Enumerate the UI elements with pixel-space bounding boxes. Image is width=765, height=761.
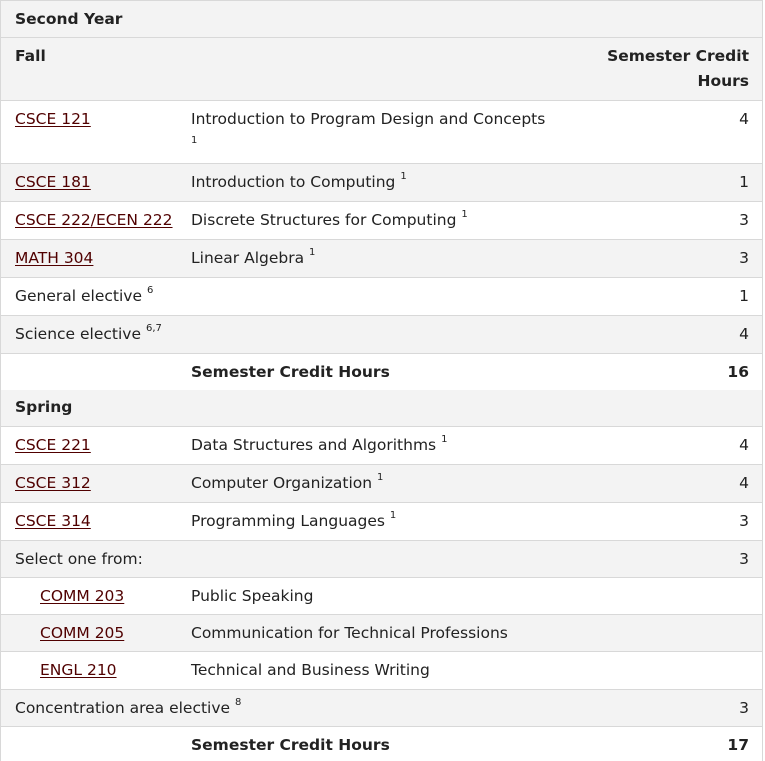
table-row — [1, 690, 762, 727]
course-title: Computer Organization $^1$ — [191, 471, 384, 492]
course-hours: 3 — [739, 550, 749, 568]
footnote-marker: 1 — [461, 208, 468, 220]
table-row — [1, 541, 762, 578]
spring-label: Spring — [15, 398, 73, 416]
course-title: Communication for Technical Professions — [191, 624, 508, 642]
footnote-marker: 1 — [309, 246, 316, 258]
footnote-marker: 1 — [377, 471, 384, 483]
spring-total-row — [1, 727, 762, 761]
table-row — [1, 278, 762, 316]
course-title: Linear Algebra $^1$ — [191, 246, 316, 267]
footnote-marker: 6 — [146, 284, 154, 296]
table-row — [1, 164, 762, 202]
footnote-marker: 1 — [400, 170, 407, 182]
course-link-csce-121[interactable]: CSCE 121 — [15, 110, 91, 128]
course-hours: 3 — [739, 512, 749, 530]
elective-label: General elective $^6$ — [15, 284, 154, 305]
table-row — [1, 578, 762, 615]
course-hours: 1 — [739, 173, 749, 191]
course-link-csce-181[interactable]: CSCE 181 — [15, 173, 91, 191]
fall-total-row — [1, 354, 762, 390]
elective-label: Science elective $^{6,7}$ — [15, 322, 162, 343]
course-link-csce-314[interactable]: CSCE 314 — [15, 512, 91, 530]
course-link-engl-210[interactable]: ENGL 210 — [40, 661, 117, 679]
course-hours: 4 — [739, 436, 749, 454]
course-hours: 3 — [739, 211, 749, 229]
year-header-row — [1, 0, 762, 38]
course-hours: 4 — [739, 474, 749, 492]
total-hours: 16 — [727, 363, 749, 381]
course-hours: 1 — [739, 287, 749, 305]
table-row — [1, 465, 762, 503]
footnote-marker: 1 — [389, 509, 397, 521]
course-title: Introduction to Program Design and Concepts — [191, 110, 546, 128]
course-title: Programming Languages $^1$ — [191, 509, 397, 530]
table-row — [1, 503, 762, 541]
course-title: Data Structures and Algorithms $^1$ — [191, 433, 448, 454]
footnote-marker: 1 — [441, 433, 448, 445]
table-row — [1, 652, 762, 690]
course-link-csce-312[interactable]: CSCE 312 — [15, 474, 91, 492]
table-row — [1, 316, 762, 354]
course-link-csce-222[interactable]: CSCE 222/ECEN 222 — [15, 211, 173, 229]
table-row — [1, 427, 762, 465]
credit-hours-header: Semester Credit Hours — [607, 47, 749, 90]
course-hours: 4 — [739, 325, 749, 343]
course-title: Discrete Structures for Computing $^1$ — [191, 208, 468, 229]
total-label: Semester Credit Hours — [191, 363, 390, 381]
footnote-marker: 8 — [235, 696, 242, 708]
select-one-label: Select one from: — [15, 550, 143, 568]
fall-header-row — [1, 38, 762, 101]
table-row — [1, 101, 762, 164]
course-hours: 4 — [739, 110, 749, 128]
course-link-csce-221[interactable]: CSCE 221 — [15, 436, 91, 454]
course-hours: 3 — [739, 699, 749, 717]
course-link-comm-205[interactable]: COMM 205 — [40, 624, 125, 642]
elective-label: Concentration area elective $^8$ — [15, 696, 242, 717]
course-link-comm-203[interactable]: COMM 203 — [40, 587, 125, 605]
spring-header-row — [1, 390, 762, 427]
table-row — [1, 202, 762, 240]
course-title: Technical and Business Writing — [191, 661, 430, 679]
course-hours: 3 — [739, 249, 749, 267]
total-label: Semester Credit Hours — [191, 736, 390, 754]
year-header: Second Year — [15, 10, 123, 28]
course-title: Introduction to Computing $^1$ — [191, 170, 407, 191]
table-row — [1, 240, 762, 278]
course-title: Public Speaking — [191, 587, 314, 605]
total-hours: 17 — [727, 736, 749, 754]
course-footnote: 1 — [191, 135, 198, 146]
fall-label: Fall — [15, 47, 46, 65]
table-row — [1, 615, 762, 652]
course-link-math-304[interactable]: MATH 304 — [15, 249, 94, 267]
footnote-marker: 6,7 — [145, 322, 162, 334]
